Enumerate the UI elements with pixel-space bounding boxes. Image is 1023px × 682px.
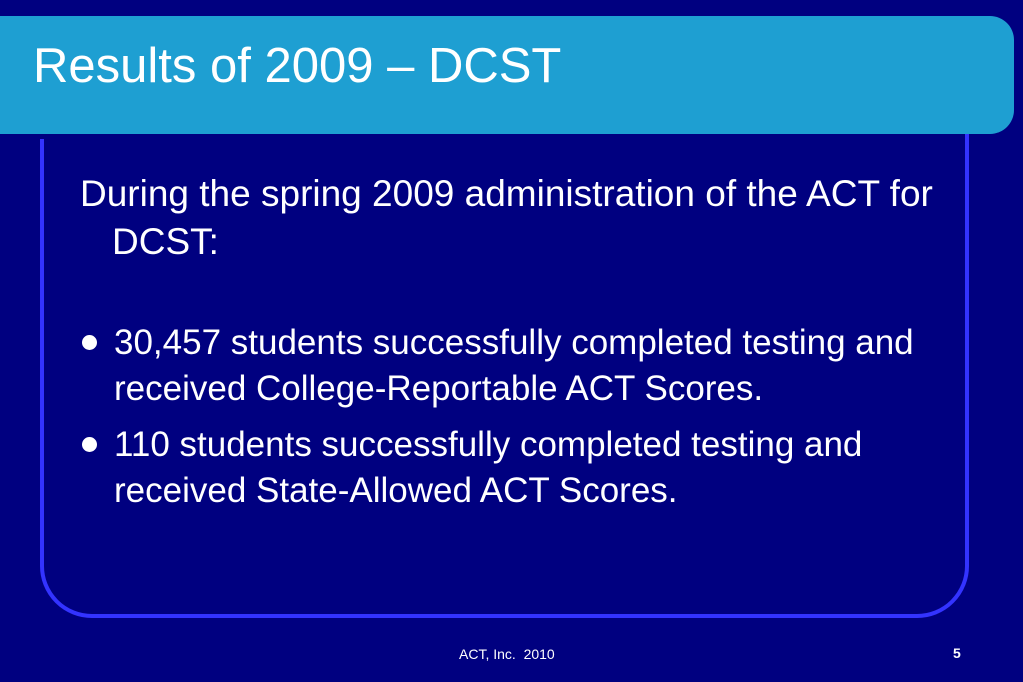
bullet-list — [80, 320, 930, 524]
bullet-text: 30,457 students successfully completed testing and received College-Reportable ACT Scores. — [114, 323, 914, 408]
bullet-item — [80, 422, 930, 513]
intro-text: During the spring 2009 administration of the ACT for DCST: — [80, 173, 933, 263]
bullet-text: 110 students successfully completed testing and received State-Allowed ACT Scores. — [114, 425, 863, 510]
bullet-item — [80, 320, 930, 411]
bullet-dot-icon — [82, 335, 97, 350]
slide-title: Results of 2009 – DCST — [33, 39, 562, 93]
page-number: 5 — [953, 645, 961, 661]
bullet-dot-icon — [82, 437, 97, 452]
title-underline — [0, 134, 905, 139]
footer-text: ACT, Inc. 2010 — [459, 646, 555, 662]
